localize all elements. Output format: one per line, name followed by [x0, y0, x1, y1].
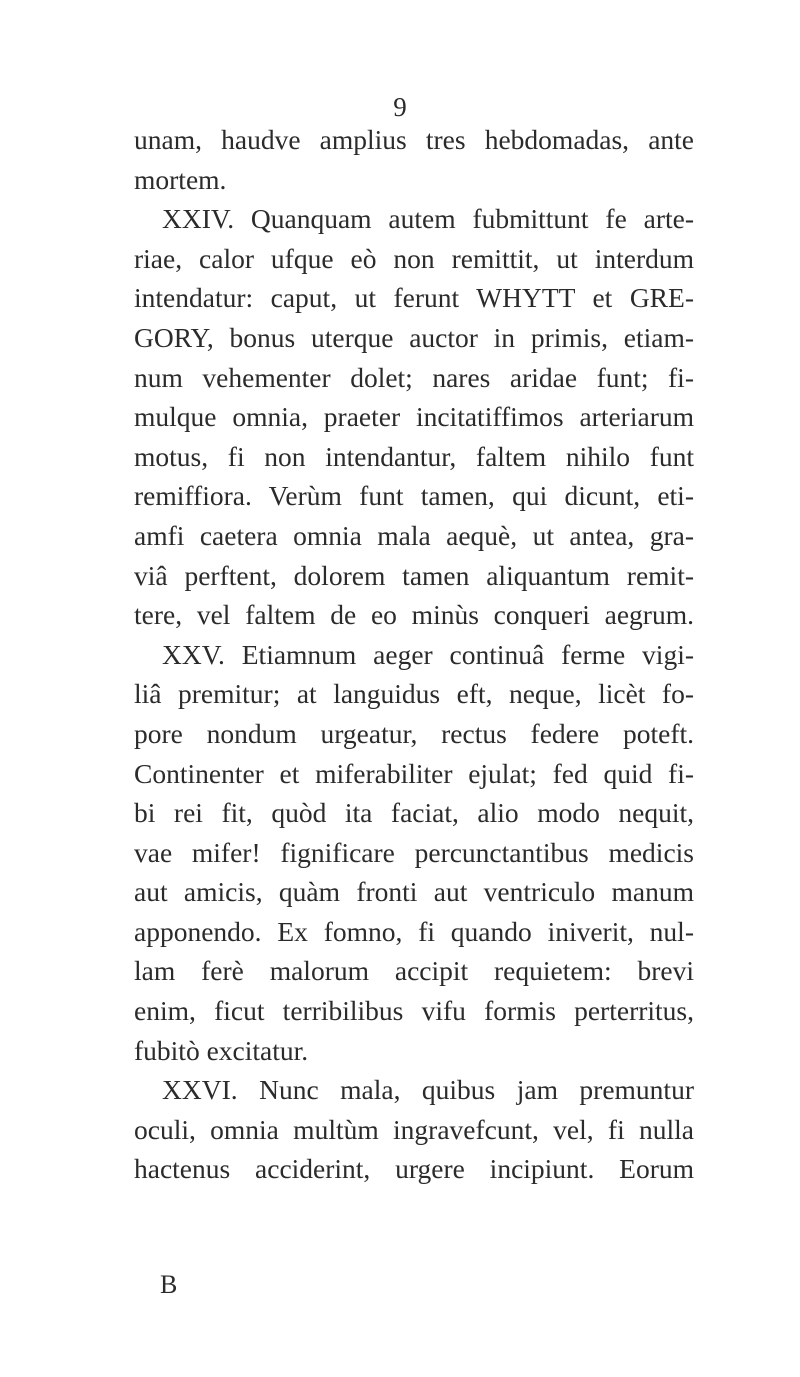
- signature-mark: B: [160, 1270, 178, 1299]
- text-line: oculi, omnia multùm ingravefcunt, vel, fi nulla: [134, 1113, 694, 1145]
- text-line: mortem.: [134, 163, 227, 195]
- text-line: hactenus acciderint, urgere incipiunt. Eorum: [134, 1153, 694, 1185]
- text-line: GORY, bonus uterque auctor in primis, etiam-: [134, 321, 694, 353]
- text-line: aut amicis, quàm fronti aut ventriculo manum: [134, 876, 694, 908]
- text-line: riae, calor ufque eò non remittit, ut interdum: [134, 242, 694, 274]
- text-line: bi rei fit, quòd ita faciat, alio modo nequit,: [134, 797, 694, 829]
- text-line: intendatur: caput, ut ferunt WHYTT et GRE-: [134, 282, 694, 314]
- text-line: enim, ficut terribilibus vifu formis perterritus,: [134, 995, 694, 1027]
- text-line: vae mifer! fignificare percunctantibus medicis: [134, 836, 694, 868]
- text-line: amfi caetera omnia mala aequè, ut antea, gra-: [134, 519, 694, 551]
- text-line: lam ferè malorum accipit requietem: brevi: [134, 955, 694, 987]
- text-line: remiffiora. Verùm funt tamen, qui dicunt, eti-: [134, 480, 694, 512]
- text-line: viâ perftent, dolorem tamen aliquantum remit-: [134, 559, 694, 591]
- text-line: unam, haudve amplius tres hebdomadas, ante: [134, 124, 694, 155]
- text-line: tere, vel faltem de eo minùs conqueri aegrum.: [134, 599, 694, 631]
- text-line: mulque omnia, praeter incitatiffimos arteriarum: [134, 401, 694, 433]
- text-line: fubitò excitatur.: [134, 1034, 309, 1066]
- text-line: motus, fi non intendantur, faltem nihilo funt: [134, 440, 694, 472]
- text-line: XXV. Etiamnum aeger continuâ ferme vigi-: [162, 638, 694, 670]
- page-number: 9: [393, 92, 407, 122]
- text-line: XXIV. Quanquam autem fubmittunt fe arte-: [162, 203, 694, 235]
- text-line: pore nondum urgeatur, rectus federe poteft.: [134, 717, 694, 749]
- text-line: num vehementer dolet; nares aridae funt; fi-: [134, 361, 694, 393]
- body-text: [134, 120, 694, 1189]
- text-line: Continenter et miferabiliter ejulat; fed quid fi-: [134, 757, 694, 789]
- text-line: apponendo. Ex fomno, fi quando iniverit, nul-: [134, 915, 694, 947]
- text-line: XXVI. Nunc mala, quibus jam premuntur: [162, 1074, 694, 1106]
- text-line: liâ premitur; at languidus eft, neque, licèt fo-: [134, 678, 694, 710]
